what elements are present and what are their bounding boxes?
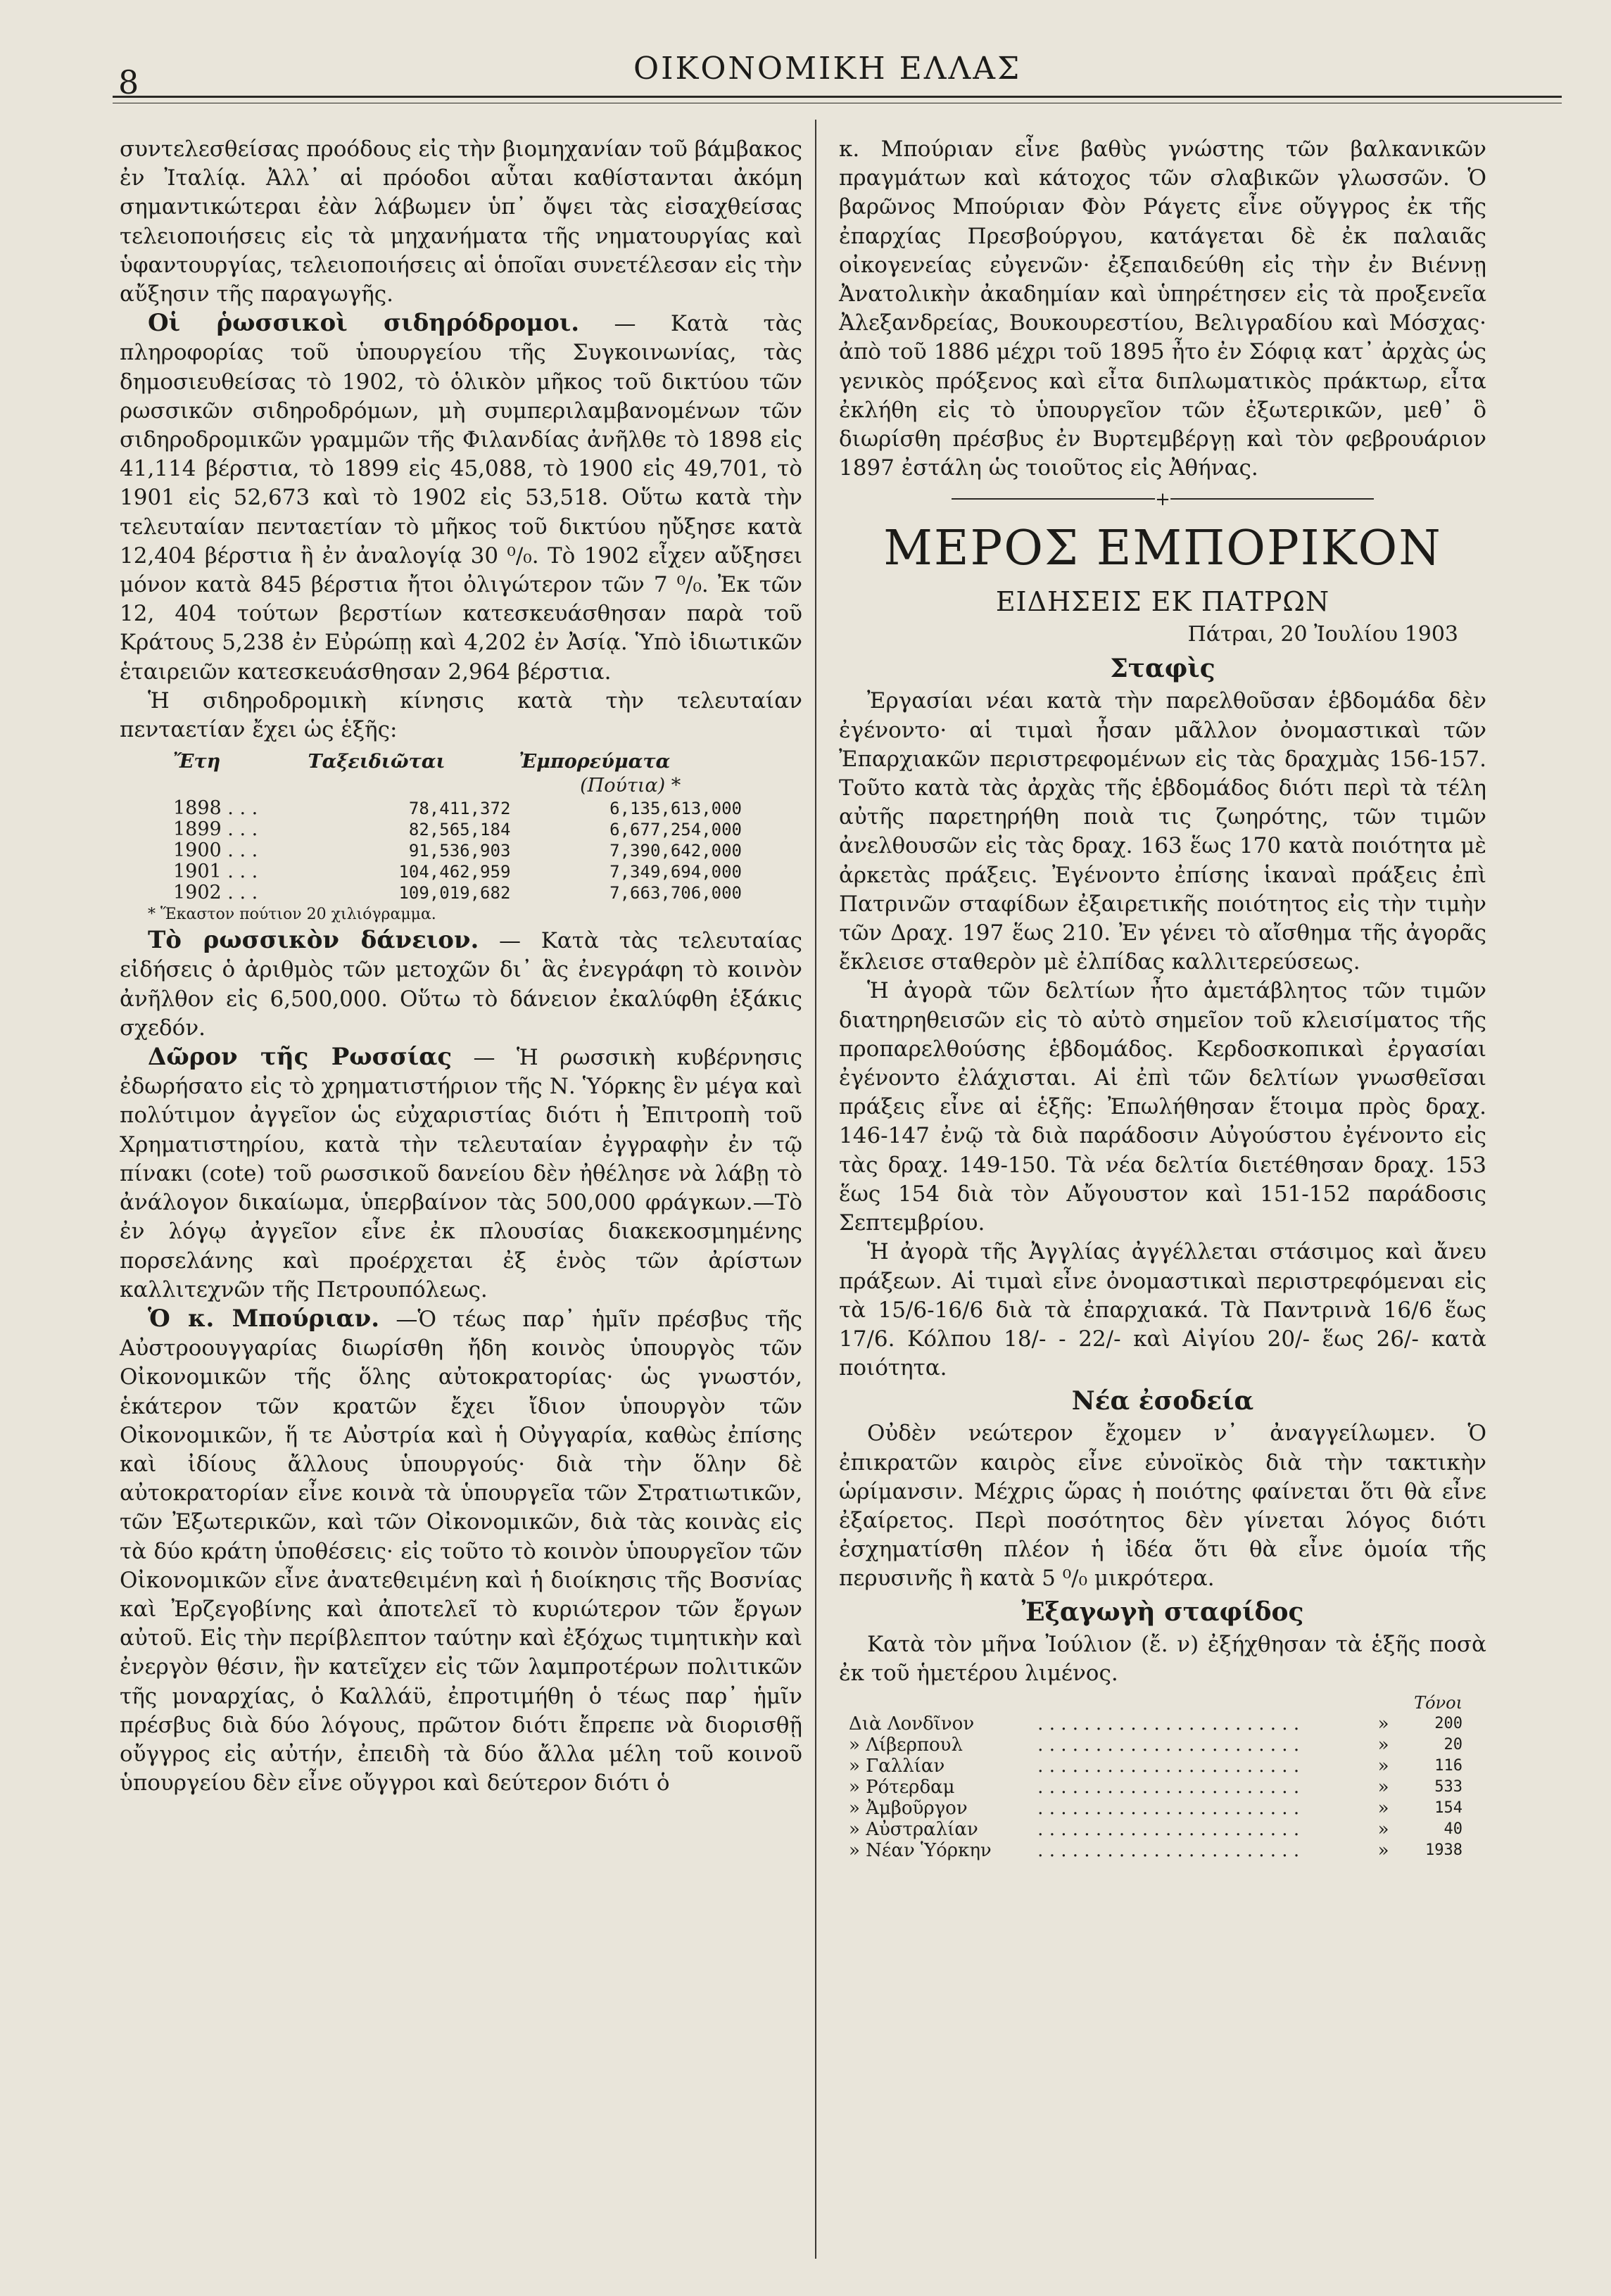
table-row: [846, 1840, 1465, 1861]
running-title: ΟΙΚΟΝΟΜΙΚΗ ΕΛΛΑΣ: [633, 51, 1022, 87]
table-row: [846, 1756, 1465, 1777]
railway-traffic-table: [169, 750, 746, 903]
table-footnote: * Ἕκαστον πούτιον 20 χιλιόγραμμα.: [148, 906, 436, 924]
leader-dots: . . . . . . . . . . . . . . . . . . . . . . .: [1037, 1713, 1300, 1734]
export-destination: Διὰ Λονδῖνον: [849, 1713, 975, 1734]
export-unit: Τόνοι: [1414, 1692, 1462, 1713]
table-cell: 1902 . . .: [173, 882, 258, 904]
paragraph: Κατὰ τὸν μῆνα Ἰούλιον (ἔ. ν) ἐξήχθησαν τὰ ἑξῆς ποσὰ ἐκ τοῦ ἡμετέρου λιμένος.: [839, 1631, 1486, 1686]
paragraph: Ἡ σιδηροδρομικὴ κίνησις κατὰ τὴν τελευταίαν πενταετίαν ἔχει ὡς ἑξῆς:: [120, 687, 802, 743]
export-destination: » Ἀμβοῦργον: [849, 1797, 968, 1819]
section-title: ΜΕΡΟΣ ΕΜΠΟΡΙΚΟΝ: [883, 521, 1442, 577]
leader-dots: . . . . . . . . . . . . . . . . . . . . . . .: [1037, 1755, 1300, 1777]
ditto-mark: »: [1377, 1839, 1389, 1861]
export-destination: » Ρότερδαμ: [849, 1776, 955, 1798]
table-row: [169, 861, 746, 882]
export-tons: 200: [1434, 1714, 1462, 1732]
export-tons: 40: [1443, 1820, 1462, 1838]
table-cell: 82,565,184: [408, 820, 511, 840]
table-row: [169, 798, 746, 819]
table-cell: 7,349,694,000: [609, 862, 742, 882]
table-cell: 1900 . . .: [173, 839, 258, 862]
table-cell: 1898 . . .: [173, 797, 258, 820]
section-subtitle: ΕΙΔΗΣΕΙΣ ΕΚ ΠΑΤΡΩΝ: [995, 586, 1330, 618]
subheading-raisin: Σταφὶς: [1110, 654, 1215, 684]
paragraph: Ἡ ἀγορὰ τῆς Ἀγγλίας ἀγγέλλεται στάσιμος καὶ ἄνευ πράξεων. Αἱ τιμαὶ εἶνε ὀνομαστικαὶ περιστρεφόμεναι εἰς τὰ 15/6-16/6 διὰ τὰ ἐπαρχιακά. Τὰ Παντρινὰ 16/6 ἕως 17/6. Κόλπου 18/- - 22/- καὶ Αἰγίου 20/- ἕως 26/- κατὰ ποιότητα.: [839, 1239, 1486, 1381]
table-cell: 1899 . . .: [173, 818, 258, 841]
table-header: Ἐμπορεύματα: [519, 751, 671, 773]
paragraph: Ἡ ἀγορὰ τῶν δελτίων ἦτο ἀμετάβλητος τῶν τιμῶν διατηρηθεισῶν εἰς τὸ αὐτὸ σημεῖον τοῦ κλεισίματος τῆς προπαρελθούσης ἑβδομάδος. Κερδοσκοπικαὶ ἐργασίαι ἐγένοντο ἐλάχισται. Αἱ ἐπὶ τῶν δελτίων γνωσθεῖσαι πράξεις εἶνε αἱ ἑξῆς: Ἐπωλήθησαν ἕτοιμα πρὸς δραχ. 146-147 ἐνῷ τὰ διὰ παράδοσιν Αὐγούστου ἐγένοντο εἰς τὰς δραχ. 149-150. Τὰ νέα δελτία διετέθησαν δραχ. 153 ἕως 154 διὰ τὸν Αὔγουστον καὶ 151-152 παράδοσις Σεπτεμβρίου.: [839, 978, 1486, 1236]
export-destination: » Νέαν Ὑόρκην: [849, 1839, 992, 1861]
export-tons: 154: [1434, 1799, 1462, 1817]
table-row: [169, 840, 746, 861]
header-rule: [113, 96, 1562, 98]
export-destination: » Αὐστραλίαν: [849, 1818, 978, 1840]
table-cell: 91,536,903: [408, 841, 511, 861]
export-tons: 1938: [1425, 1841, 1462, 1859]
table-row: [169, 819, 746, 840]
ditto-mark: »: [1377, 1797, 1389, 1819]
dateline: Πάτραι, 20 Ἰουλίου 1903: [1187, 622, 1458, 647]
paragraph: Ἐργασίαι νέαι κατὰ τὴν παρελθοῦσαν ἑβδομάδα δὲν ἐγένοντο· αἱ τιμαὶ ἦσαν μᾶλλον ὀνομαστικαὶ τῶν Ἐπαρχιακῶν περιστρεφομένων εἰς τὰς δραχμὰς 156-157. Τοῦτο κατὰ τὰς ἀρχὰς τῆς ἑβδομάδος διότι περὶ τὰ τέλη αὐτῆς παρετηρήθη ποιὰ τις ζωηρότης, τῶν τιμῶν ἀνελθουσῶν εἰς τὰς δραχ. 163 ἕως 170 κατὰ ποιότητα μὲ ἀρκετὰς πράξεις. Ἐγένοντο ἐπίσης ἱκαναὶ πράξεις ἐπὶ Πατρινῶν σταφίδων ἐξαιρετικῆς ποιότητος εἰς τὴν τιμὴν τῶν Δραχ. 197 ἕως 210. Ἐν γένει τὸ αἴσθημα τῆς ἀγορᾶς ἔκλεισε σταθερὸν μὲ ἐλπίδας καλλιτερεύσεως.: [839, 688, 1486, 975]
section-divider: [952, 489, 1374, 511]
table-unit: (Πούτια) *: [580, 775, 681, 797]
table-cell: 6,677,254,000: [609, 820, 742, 840]
paragraph: Οὐδὲν νεώτερον ἔχομεν ν᾽ ἀναγγείλωμεν. Ὁ ἐπικρατῶν καιρὸς εἶνε εὐνοϊκὸς διὰ τὴν τακτικὴν ὡρίμανσιν. Μέχρις ὥρας ἡ ποιότης φαίνεται ὅτι θὰ εἶνε ἐξαίρετος. Περὶ ποσότητος δὲν γίνεται λόγος διότι ἐσχηματίσθη πλέον ἡ ἰδέα ὅτι θὰ εἶνε ὁμοία τῆς περυσινῆς ἢ κατὰ 5 ⁰/₀ μικρότερα.: [839, 1421, 1486, 1592]
article-text: — Κατὰ τὰς τελευταίας εἰδήσεις ὁ ἀριθμὸς τῶν μετοχῶν δι᾽ ἃς ἐνεγράφη τὸ κοινὸν ἀνῆλθον εἰς 6,500,000. Οὕτω τὸ δάνειον ἐκαλύφθη ἑξάκις σχεδόν.: [120, 928, 803, 1041]
table-cell: 109,019,682: [398, 883, 511, 903]
export-table: [846, 1692, 1465, 1861]
table-cell: 6,135,613,000: [609, 799, 742, 819]
ditto-mark: »: [1377, 1755, 1389, 1777]
ditto-mark: »: [1377, 1734, 1389, 1756]
left-column: [120, 135, 802, 1798]
table-row: [846, 1819, 1465, 1840]
table-header: Ἔτη: [173, 751, 221, 773]
table-cell: 7,390,642,000: [609, 841, 742, 861]
export-tons: 20: [1443, 1735, 1462, 1753]
table-row: [846, 1734, 1465, 1756]
table-row: [846, 1777, 1465, 1798]
ditto-mark: »: [1377, 1818, 1389, 1840]
table-cell: 7,663,706,000: [609, 883, 742, 903]
ditto-mark: »: [1377, 1776, 1389, 1798]
article-loan: [120, 926, 802, 1043]
leader-dots: . . . . . . . . . . . . . . . . . . . . . . .: [1037, 1818, 1300, 1840]
subheading-new-harvest: Νέα ἐσοδεία: [1071, 1386, 1254, 1416]
leader-dots: . . . . . . . . . . . . . . . . . . . . . . .: [1037, 1797, 1300, 1819]
export-destination: » Γαλλίαν: [849, 1755, 945, 1777]
article-gift: [120, 1043, 802, 1305]
table-row: [846, 1713, 1465, 1734]
export-destination: » Λίβερπουλ: [849, 1734, 963, 1756]
article-text: — Κατὰ τὰς πληροφορίας τοῦ ὑπουργείου τῆς Συγκοινωνίας, τὰς δημοσιευθείσας τὸ 1902, τὸ ὁλικὸν μῆκος τοῦ δικτύου τῶν ρωσσικῶν σιδηροδρόμων, μὴ συμπεριλαμβανομένων τῶν σιδηροδρομικῶν γραμμῶν τῆς Φιλανδίας ἀνῆλθε τὸ 1898 εἰς 41,114 βέρστια, τὸ 1899 εἰς 45,088, τὸ 1900 εἰς 49,701, τὸ 1901 εἰς 52,673 καὶ τὸ 1902 εἰς 53,518. Οὕτω κατὰ τὴν τελευταίαν πενταετίαν τὸ μῆκος τοῦ δικτύου ηὔξησε κατὰ 12,404 βέρστια ἢ ἐν ἀναλογίᾳ 30 ⁰/₀. Τὸ 1902 εἶχεν αὔξησει μόνον κατὰ 845 βέρστια ἤτοι ὀλιγώτερον τῶν 7 ⁰/₀. Ἐκ τῶν 12, 404 τούτων βερστίων κατεσκευάσθησαν παρὰ τοῦ Κράτους 5,238 ἐν Εὐρώπῃ καὶ 4,202 ἐν Ἀσίᾳ. Ὑπὸ ἰδιωτικῶν ἑταιρειῶν κατεσκευάσθησαν 2,964 βέρστια.: [120, 311, 802, 685]
paragraph: κ. Μπούριαν εἶνε βαθὺς γνώστης τῶν βαλκανικῶν πραγμάτων καὶ κάτοχος τῶν σλαβικῶν γλωσσῶν. Ὁ βαρῶνος Μπούριαν Φὸν Ράγετς εἶνε οὔγγρος ἐκ τῆς ἐπαρχίας Πρεσβούργου, κατάγεται δὲ ἐκ παλαιᾶς οἰκογενείας εὐγενῶν· ἐξεπαιδεύθη εἰς τὴν ἐν Βιέννῃ Ἀνατολικὴν ἀκαδημίαν καὶ ὑπηρέτησεν εἰς τὰ προξενεῖα Ἀλεξανδρείας, Βουκουρεστίου, Βελιγραδίου καὶ Μόσχας· ἀπὸ τοῦ 1886 μέχρι τοῦ 1895 ἦτο ἐν Σόφιᾳ κατ᾽ ἀρχὰς ὡς γενικὸς πρόξενος καὶ εἶτα διπλωματικὸς πράκτωρ, εἶτα ἐκλήθη εἰς τὸ ὑπουργεῖον τῶν ἐξωτερικῶν, μεθ᾽ ὃ διωρίσθη πρέσβυς ἐν Βυρτεμβέργῃ καὶ τὸν φεβρουάριον 1897 ἐστάλη ὡς τοιοῦτος εἰς Ἀθήνας.: [839, 137, 1486, 481]
table-cell: 78,411,372: [408, 799, 511, 819]
article-heading: Δῶρον τῆς Ρωσσίας: [148, 1043, 453, 1072]
leader-dots: . . . . . . . . . . . . . . . . . . . . . . .: [1037, 1839, 1300, 1861]
export-tons: 116: [1434, 1756, 1462, 1775]
leader-dots: . . . . . . . . . . . . . . . . . . . . . . .: [1037, 1776, 1300, 1798]
ditto-mark: »: [1377, 1713, 1389, 1734]
table-row: [169, 882, 746, 903]
article-burian: [120, 1305, 802, 1798]
table-cell: 1901 . . .: [173, 861, 258, 883]
article-text: — Ἡ ρωσσικὴ κυβέρνησις ἐδωρήσατο εἰς τὸ χρηματιστήριον τῆς Ν. Ὑόρκης ἓν μέγα καὶ πολύτιμον ἀγγεῖον ὡς εὐχαριστίας διότι ἡ Ἐπιτροπὴ τοῦ Χρηματιστηρίου, κατὰ τὴν τελευταίαν ἐγγραφὴν ἐν τῷ πίνακι (cote) τοῦ ρωσσικοῦ δανείου δὲν ἠθέλησε νὰ λάβῃ τὸ ἀνάλογον δικαίωμα, ὑπερβαίνον τὰς 500,000 φράγκων.—Τὸ ἐν λόγῳ ἀγγεῖον εἶνε ἐκ πλουσίας διακεκοσμημένης πορσελάνης καὶ προέρχεται ἐξ ἑνὸς τῶν ἀρίστων καλλιτεχνῶν τῆς Πετρουπόλεως.: [120, 1045, 802, 1302]
article-railways: [120, 309, 802, 687]
leader-dots: . . . . . . . . . . . . . . . . . . . . . . .: [1037, 1734, 1300, 1756]
table-row: [846, 1798, 1465, 1819]
article-text: —Ὁ τέως παρ᾽ ἡμῖν πρέσβυς τῆς Αὐστροουγγαρίας διωρίσθη ἤδη κοινὸς ὑπουργὸς τῶν Οἰκονομικῶν τῆς ὅλης αὐτοκρατορίας· ὡς γνωστόν, ἑκάτερον τῶν κρατῶν ἔχει ἴδιον ὑπουργὸν τῶν Οἰκονομικῶν, ἥ τε Αὐστρία καὶ ἡ Οὐγγαρία, καθὼς ἐπίσης καὶ ἰδίους ἄλλους ὑπουργούς· διὰ τὴν ὅλην δὲ αὐτοκρατορίαν εἶνε κοινὰ τὰ ὑπουργεῖα τῶν Στρατιωτικῶν, τῶν Ἐξωτερικῶν, καὶ τῶν Οἰκονομικῶν, διὰ τὰς κοινὰς εἰς τὰ δύο κράτη ὑποθέσεις· εἰς τοῦτο τὸ κοινὸν ὑπουργεῖον τῶν Οἰκονομικῶν εἶνε ἀνατεθειμένη καὶ ἡ διοίκησις τῆς Βοσνίας καὶ Ἐρζεγοβίνης καὶ ἀποτελεῖ τὸ κυριώτερον τῶν ἔργων αὐτοῦ. Εἰς τὴν περίβλεπτον ταύτην καὶ ἐξόχως τιμητικὴν καὶ ἐνεργὸν θέσιν, ἣν κατεῖχεν εἰς τῶν λαμπροτέρων πολιτικῶν τῆς μοναρχίας, ὁ Καλλάϋ, ἐπροτιμήθη ὁ τέως παρ᾽ ἡμῖν πρέσβυς διὰ δύο λόγους, πρῶτον διότι ἔπρεπε νὰ διορισθῇ οὔγγρος εἰς αὐτήν, ἐπειδὴ τὰ δύο ἄλλα μέλη τοῦ κοινοῦ ὑπουργείου δὲν εἶνε οὔγγροι καὶ δεύτερον διότι ὁ: [120, 1306, 802, 1796]
paragraph: συντελεσθείσας προόδους εἰς τὴν βιομηχανίαν τοῦ βάμβακος ἐν Ἰταλίᾳ. Ἀλλ᾽ αἱ πρόοδοι αὗται καθίστανται ἀκόμη σημαντικώτεραι ἐὰν λάβωμεν ὑπ᾽ ὄψει τὰς εἰσαχθείσας τελειοποιήσεις εἰς τὰ μηχανήματα τῆς νηματουργίας καὶ ὑφαντουργίας, τελειοποιήσεις αἱ ὁποῖαι συνετέλεσαν εἰς τὴν αὔξησιν τῆς παραγωγῆς.: [120, 137, 802, 307]
article-heading: Ὁ κ. Μπούριαν.: [148, 1304, 380, 1333]
export-tons: 533: [1434, 1777, 1462, 1796]
subheading-raisin-export: Ἐξαγωγὴ σταφίδος: [1021, 1597, 1304, 1627]
right-column: [839, 135, 1486, 1861]
column-divider: [815, 120, 816, 2259]
article-heading: Οἱ ῥωσσικοὶ σιδηρόδρομοι.: [148, 309, 580, 338]
table-header: Ταξειδιῶται: [308, 751, 446, 773]
article-heading: Τὸ ρωσσικὸν δάνειον.: [148, 926, 479, 955]
divider-mark: +: [1155, 486, 1170, 514]
page-number: 8: [118, 63, 139, 101]
table-cell: 104,462,959: [398, 862, 511, 882]
